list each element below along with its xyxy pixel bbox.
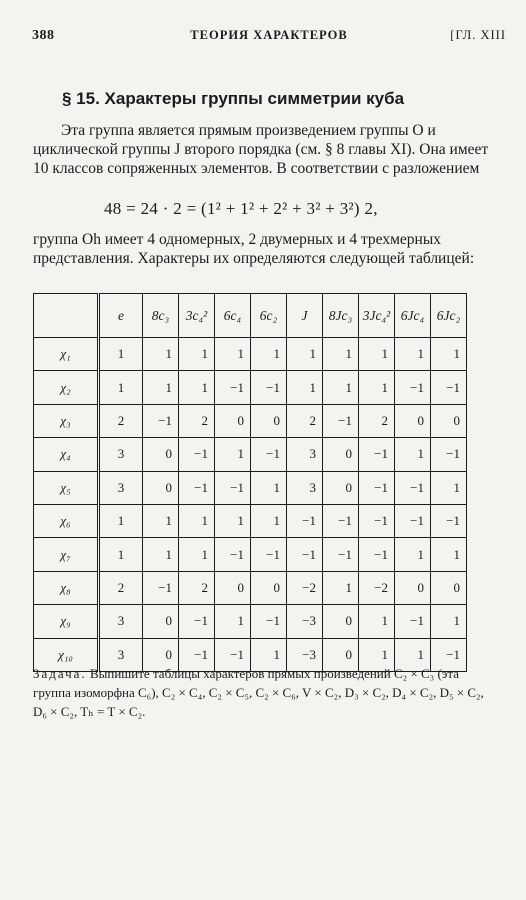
- character-value: 0: [431, 571, 467, 604]
- character-value: 1: [143, 338, 179, 371]
- character-value: 2: [179, 404, 215, 437]
- character-value: 1: [251, 638, 287, 671]
- character-value: 3: [99, 638, 143, 671]
- row-label: χ₁: [34, 338, 99, 371]
- character-value: −2: [287, 571, 323, 604]
- character-value: −1: [431, 638, 467, 671]
- character-value: 0: [323, 638, 359, 671]
- character-value: −1: [359, 538, 395, 571]
- character-value: 1: [251, 338, 287, 371]
- character-value: 0: [323, 605, 359, 638]
- character-value: 2: [359, 404, 395, 437]
- character-table-wrapper: [33, 293, 467, 672]
- task-text: Выпишите таблицы характеров прямых произведений C₂ × C₃ (эта группа изоморфна C₆), C₂ × C₄, C₂ × C₅, C₂ × C₆, V × C₂, D₃ × C₂, D₄ × C₂, D₅ × C₂, D₆ × C₂, Tₕ = T × C₂.: [33, 666, 484, 719]
- character-value: 1: [215, 438, 251, 471]
- character-value: 1: [395, 538, 431, 571]
- column-header: 3c₄²: [179, 294, 215, 338]
- character-value: 1: [359, 605, 395, 638]
- character-value: −1: [251, 538, 287, 571]
- character-value: 1: [395, 438, 431, 471]
- task-label: Задача.: [33, 666, 87, 681]
- character-value: 3: [287, 471, 323, 504]
- character-value: 1: [395, 338, 431, 371]
- character-value: 1: [179, 504, 215, 537]
- character-value: −1: [395, 371, 431, 404]
- character-value: 1: [287, 371, 323, 404]
- character-value: 1: [359, 638, 395, 671]
- character-value: 0: [251, 571, 287, 604]
- row-label: χ₃: [34, 404, 99, 437]
- character-value: −1: [215, 471, 251, 504]
- row-label: χ₆: [34, 504, 99, 537]
- character-value: −1: [179, 638, 215, 671]
- table-row: [34, 538, 467, 571]
- character-value: 0: [215, 571, 251, 604]
- character-value: 1: [431, 338, 467, 371]
- character-value: 1: [431, 471, 467, 504]
- character-value: 1: [323, 571, 359, 604]
- character-value: 0: [323, 438, 359, 471]
- table-header-row: [34, 294, 467, 338]
- character-value: 1: [179, 371, 215, 404]
- character-value: 0: [251, 404, 287, 437]
- character-value: −1: [251, 438, 287, 471]
- character-value: 1: [99, 338, 143, 371]
- character-value: 1: [323, 371, 359, 404]
- row-label: χ₅: [34, 471, 99, 504]
- row-label: χ₂: [34, 371, 99, 404]
- character-value: −1: [323, 404, 359, 437]
- character-value: −1: [179, 438, 215, 471]
- table-row: [34, 605, 467, 638]
- column-header: e: [99, 294, 143, 338]
- character-value: 1: [143, 538, 179, 571]
- character-value: 0: [431, 404, 467, 437]
- character-value: 2: [99, 404, 143, 437]
- character-value: −1: [215, 538, 251, 571]
- character-value: 3: [99, 605, 143, 638]
- character-value: 1: [359, 338, 395, 371]
- column-header: 8Jc₃: [323, 294, 359, 338]
- character-value: −1: [395, 504, 431, 537]
- task-paragraph: [33, 664, 497, 721]
- character-value: 1: [179, 338, 215, 371]
- character-value: −3: [287, 605, 323, 638]
- character-value: 0: [395, 571, 431, 604]
- character-value: −1: [143, 571, 179, 604]
- character-value: −1: [251, 371, 287, 404]
- column-header: 6c₂: [251, 294, 287, 338]
- row-label: χ₁₀: [34, 638, 99, 671]
- character-value: −3: [287, 638, 323, 671]
- character-value: 2: [179, 571, 215, 604]
- character-value: −1: [323, 504, 359, 537]
- page-number: 388: [32, 28, 55, 43]
- table-row: [34, 504, 467, 537]
- character-value: 0: [143, 438, 179, 471]
- paragraph-intro-text: Эта группа является прямым произведением группы O и циклической группы J второго порядка (см. § 8 главы XI). Она имеет 10 классов сопряженных элементов. В соответствии с разложением: [33, 122, 489, 177]
- character-value: −1: [179, 605, 215, 638]
- character-value: 1: [143, 371, 179, 404]
- character-value: 1: [359, 371, 395, 404]
- character-value: −1: [323, 538, 359, 571]
- character-value: 1: [431, 538, 467, 571]
- character-value: −1: [287, 504, 323, 537]
- section-title: § 15. Характеры группы симметрии куба: [62, 89, 405, 108]
- character-value: −1: [431, 438, 467, 471]
- equation: 48 = 24 · 2 = (1² + 1² + 2² + 3² + 3²) 2,: [104, 199, 378, 218]
- row-label: χ₄: [34, 438, 99, 471]
- character-value: −1: [179, 471, 215, 504]
- row-label: χ₈: [34, 571, 99, 604]
- character-value: 1: [395, 638, 431, 671]
- row-label: χ₉: [34, 605, 99, 638]
- column-header: J: [287, 294, 323, 338]
- character-value: 3: [99, 438, 143, 471]
- character-value: 1: [323, 338, 359, 371]
- row-label: χ₇: [34, 538, 99, 571]
- character-value: 1: [99, 371, 143, 404]
- column-header: 8c₃: [143, 294, 179, 338]
- character-value: 0: [143, 471, 179, 504]
- page-header: [32, 28, 506, 48]
- column-header: 3Jc₄²: [359, 294, 395, 338]
- table-row: [34, 404, 467, 437]
- character-value: 1: [143, 504, 179, 537]
- character-value: −1: [431, 504, 467, 537]
- column-header: 6Jc₄: [395, 294, 431, 338]
- table-row: [34, 438, 467, 471]
- character-value: −1: [251, 605, 287, 638]
- character-value: −1: [287, 538, 323, 571]
- column-header: 6Jc₂: [431, 294, 467, 338]
- character-value: 1: [179, 538, 215, 571]
- character-value: 1: [99, 504, 143, 537]
- table-corner-cell: [34, 294, 99, 338]
- character-value: 1: [215, 504, 251, 537]
- column-header: 6c₄: [215, 294, 251, 338]
- character-value: 1: [251, 471, 287, 504]
- character-value: 1: [251, 504, 287, 537]
- character-value: 0: [395, 404, 431, 437]
- paragraph-representations: группа Oh имеет 4 одномерных, 2 двумерных и 4 трехмерных представления. Характеры их определяются следующей таблицей:: [33, 231, 475, 267]
- paragraph-intro: [33, 121, 497, 178]
- character-value: −1: [215, 371, 251, 404]
- character-value: 0: [143, 605, 179, 638]
- table-row: [34, 338, 467, 371]
- character-value: −1: [431, 371, 467, 404]
- character-value: −1: [215, 638, 251, 671]
- character-value: 3: [287, 438, 323, 471]
- character-value: −1: [359, 438, 395, 471]
- character-value: −1: [359, 504, 395, 537]
- character-value: 1: [287, 338, 323, 371]
- chapter-label: [ГЛ. XIII: [450, 28, 506, 42]
- table-row: [34, 471, 467, 504]
- character-value: −1: [143, 404, 179, 437]
- character-value: 2: [99, 571, 143, 604]
- character-value: 2: [287, 404, 323, 437]
- character-value: −1: [395, 605, 431, 638]
- running-title: ТЕОРИЯ ХАРАКТЕРОВ: [190, 28, 348, 42]
- character-value: −2: [359, 571, 395, 604]
- table-row: [34, 571, 467, 604]
- character-value: −1: [395, 471, 431, 504]
- table-row: [34, 371, 467, 404]
- character-value: 1: [99, 538, 143, 571]
- character-value: 0: [143, 638, 179, 671]
- character-table: [33, 293, 467, 672]
- character-value: 1: [431, 605, 467, 638]
- character-value: 0: [323, 471, 359, 504]
- character-value: −1: [359, 471, 395, 504]
- character-value: 0: [215, 404, 251, 437]
- character-value: 1: [215, 338, 251, 371]
- character-value: 3: [99, 471, 143, 504]
- character-value: 1: [215, 605, 251, 638]
